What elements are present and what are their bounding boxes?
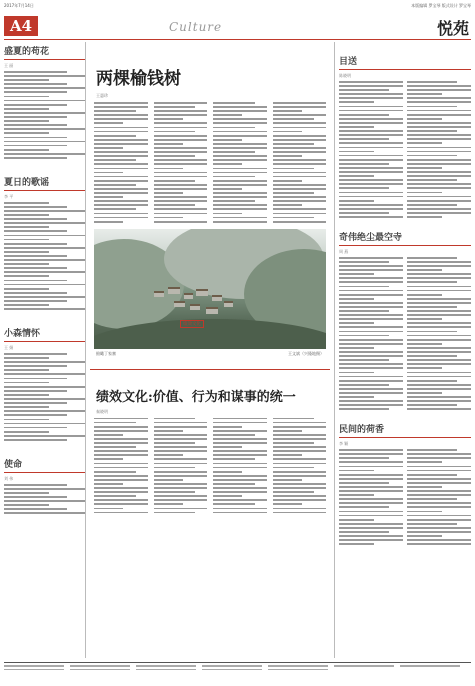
right-section-title: 目送 [339, 52, 471, 70]
village-photo [94, 229, 326, 349]
right-section-body [339, 81, 471, 218]
article-2-tag: 绩效文化 [180, 320, 204, 328]
left-section-title: 夏日的歌谣 [4, 173, 85, 191]
left-section-author: 李 平 [4, 193, 14, 199]
issue-date: 2017年7月14日 [4, 3, 34, 8]
right-column [334, 42, 471, 658]
article-1-byline: 王惠珍 [96, 93, 108, 98]
photo-caption-left: 俯瞰丁家寨 [96, 350, 116, 356]
right-section-author: 陈晓明 [339, 73, 351, 78]
page-masthead [4, 14, 471, 40]
right-section-author: 周 燕 [339, 248, 349, 254]
left-column [4, 42, 86, 658]
right-section-1 [339, 52, 471, 218]
section-title-cn: 悦苑 [436, 19, 469, 38]
right-section-body [339, 257, 471, 410]
right-section-title: 奇伟绝尘最空寺 [339, 228, 471, 246]
left-section-title: 盛夏的苟花 [4, 42, 85, 60]
poem-text [4, 353, 85, 441]
edition-info: 本版编辑 罗宝琴 版式设计 罗宝琴 [411, 3, 471, 8]
main-column [90, 42, 330, 658]
article-2-body [90, 418, 330, 514]
section-title-en: Culture [169, 20, 223, 34]
poem-text [4, 202, 85, 310]
left-section-3 [4, 324, 85, 441]
top-meta-line [4, 3, 471, 9]
left-section-title: 使命 [4, 455, 85, 473]
article-2-byline: 秦晓明 [96, 408, 108, 414]
article-2-title: 绩效文化:价值、行为和谋事的统一 [90, 369, 330, 409]
right-section-author: 李 颖 [339, 441, 349, 447]
left-section-1 [4, 42, 85, 159]
right-section-2 [339, 228, 471, 410]
page-footer [4, 662, 471, 684]
left-section-author: 王 丽 [4, 63, 14, 68]
page-number-badge: A4 [4, 16, 38, 36]
photo-credit: 王文斌（兴隆地摄） [288, 350, 324, 356]
article-1-body [90, 102, 330, 223]
right-section-title: 民间的荷香 [339, 420, 471, 438]
right-section-3 [339, 420, 471, 545]
poem-text [4, 71, 85, 159]
left-section-author: 王 娟 [4, 345, 14, 350]
article-1-title: 两棵榆钱树 [96, 69, 181, 89]
left-section-title: 小森情怀 [4, 324, 85, 342]
poem-text [4, 484, 85, 514]
photo-caption [90, 351, 330, 357]
left-section-author: 刘 伟 [4, 475, 14, 481]
right-section-body [339, 449, 471, 545]
left-section-2 [4, 173, 85, 310]
left-section-4 [4, 455, 85, 514]
